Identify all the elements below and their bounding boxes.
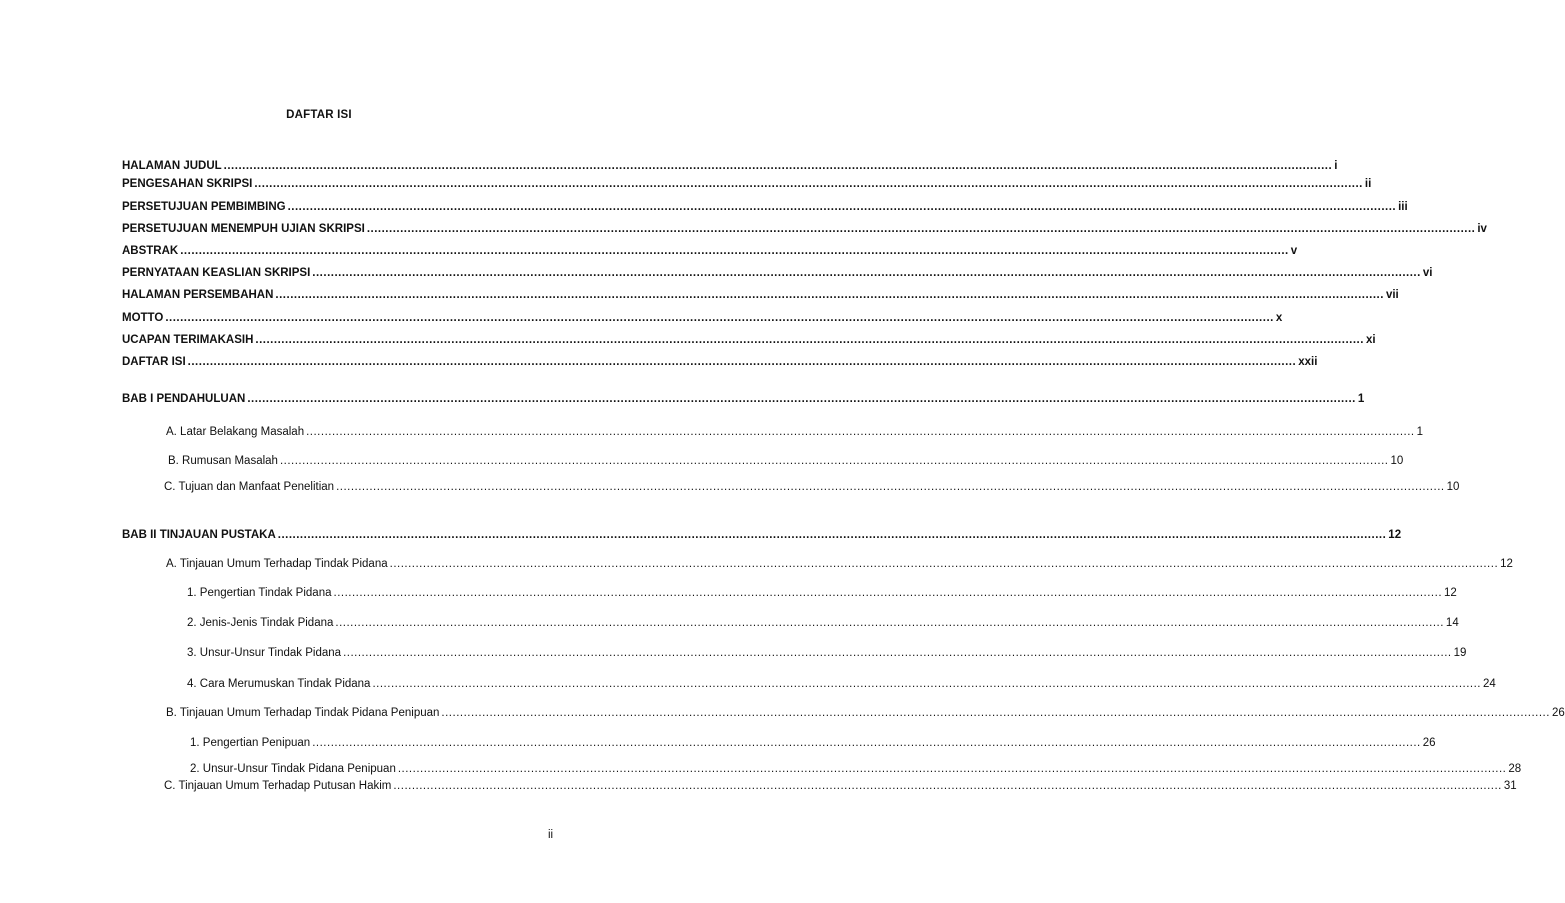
- dot-leader: ............................................................................................................................................................................................................................................................................................................: [312, 737, 1421, 749]
- toc-entry-label: B. Tinjauan Umum Terhadap Tindak Pidana Penipuan: [166, 707, 440, 719]
- toc-entry-label: HALAMAN PERSEMBAHAN: [122, 289, 274, 301]
- dot-leader: ............................................................................................................................................................................................................................................................................................................: [336, 481, 1445, 493]
- toc-row-front-matter: [122, 334, 1376, 350]
- dot-leader: ............................................................................................................................................................................................................................................................................................................: [372, 678, 1481, 690]
- toc-entry-label: 3. Unsur-Unsur Tindak Pidana: [187, 647, 342, 659]
- toc-entry-label: 2. Jenis-Jenis Tindak Pidana: [187, 617, 334, 629]
- toc-entry-label: UCAPAN TERIMAKASIH: [122, 334, 254, 346]
- dot-leader: ............................................................................................................................................................................................................................................................................................................: [287, 201, 1397, 213]
- toc-entry-label: A. Tinjauan Umum Terhadap Tindak Pidana: [166, 558, 388, 570]
- toc-row-section: [190, 763, 1522, 779]
- toc-row-front-matter: [122, 223, 1487, 239]
- toc-entry-label: PERNYATAAN KEASLIAN SKRIPSI: [122, 267, 311, 279]
- toc-entry-label: BAB II TINJAUAN PUSTAKA: [122, 529, 276, 541]
- toc-row-front-matter: [122, 245, 1298, 261]
- dot-leader: ............................................................................................................................................................................................................................................................................................................: [279, 455, 1389, 467]
- toc-entry-page: 10: [1390, 455, 1404, 467]
- toc-row-front-matter: [122, 178, 1372, 194]
- toc-entry-label: 1. Pengertian Penipuan: [190, 737, 311, 749]
- toc-entry-page: 14: [1445, 617, 1459, 629]
- toc-entry-page: xi: [1365, 334, 1376, 346]
- toc-entry-label: BAB I PENDAHULUAN: [122, 393, 246, 405]
- dot-leader: ............................................................................................................................................................................................................................................................................................................: [335, 617, 1444, 629]
- toc-entry-label: DAFTAR ISI: [122, 356, 186, 368]
- toc-entry-label: PERSETUJUAN MENEMPUH UJIAN SKRIPSI: [122, 223, 365, 235]
- dot-leader: ............................................................................................................................................................................................................................................................................................................: [180, 245, 1289, 257]
- toc-entry-page: 10: [1446, 481, 1460, 493]
- toc-entry-page: 28: [1508, 763, 1522, 775]
- dot-leader: ............................................................................................................................................................................................................................................................................................................: [397, 763, 1507, 775]
- dot-leader: ............................................................................................................................................................................................................................................................................................................: [312, 267, 1421, 279]
- toc-entry-page: x: [1275, 312, 1283, 324]
- dot-leader: ............................................................................................................................................................................................................................................................................................................: [441, 707, 1550, 719]
- toc-entry-page: 1: [1416, 426, 1424, 438]
- toc-entry-page: 24: [1483, 678, 1496, 690]
- dot-leader: ............................................................................................................................................................................................................................................................................................................: [223, 160, 1333, 172]
- toc-entry-page: iv: [1477, 223, 1487, 235]
- dot-leader: ............................................................................................................................................................................................................................................................................................................: [393, 780, 1502, 792]
- toc-row-front-matter: [122, 356, 1318, 372]
- toc-row-front-matter: [122, 312, 1283, 328]
- toc-entry-page: ii: [1364, 178, 1372, 190]
- toc-entry-label: ABSTRAK: [122, 245, 179, 257]
- toc-row-section: [164, 481, 1460, 497]
- toc-entry-page: iii: [1398, 201, 1408, 213]
- dot-leader: ............................................................................................................................................................................................................................................................................................................: [255, 334, 1364, 346]
- toc-entry-label: PENGESAHAN SKRIPSI: [122, 178, 253, 190]
- toc-entry-label: C. Tujuan dan Manfaat Penelitian: [164, 481, 335, 493]
- toc-entry-label: A. Latar Belakang Masalah: [166, 426, 305, 438]
- dot-leader: ............................................................................................................................................................................................................................................................................................................: [366, 223, 1476, 235]
- toc-entry-page: 1: [1357, 393, 1365, 405]
- toc-entry-label: 2. Unsur-Unsur Tindak Pidana Penipuan: [190, 763, 396, 775]
- toc-row-front-matter: [122, 160, 1338, 176]
- toc-entry-label: MOTTO: [122, 312, 164, 324]
- toc-entry-label: HALAMAN JUDUL: [122, 160, 222, 172]
- dot-leader: ............................................................................................................................................................................................................................................................................................................: [165, 312, 1274, 324]
- toc-row-chapter-heading: [122, 393, 1365, 409]
- toc-row-front-matter: [122, 201, 1408, 217]
- toc-row-front-matter: [122, 289, 1399, 305]
- toc-row-section: [190, 737, 1436, 753]
- toc-row-section: [166, 558, 1513, 574]
- toc-entry-page: 31: [1503, 780, 1517, 792]
- toc-entry-label: B. Rumusan Masalah: [168, 455, 278, 467]
- dot-leader: ............................................................................................................................................................................................................................................................................................................: [254, 178, 1363, 190]
- toc-entry-label: 4. Cara Merumuskan Tindak Pidana: [187, 678, 371, 690]
- toc-entry-page: v: [1290, 245, 1298, 257]
- toc-row-section: [187, 617, 1459, 633]
- toc-row-section: [187, 647, 1467, 663]
- toc-entry-page: 12: [1444, 587, 1457, 599]
- toc-entry-page: 19: [1453, 647, 1467, 659]
- toc-entry-page: 12: [1388, 529, 1402, 541]
- toc-entry-label: 1. Pengertian Tindak Pidana: [187, 587, 332, 599]
- toc-entry-page: 12: [1500, 558, 1513, 570]
- page-number: ii: [548, 829, 554, 841]
- toc-row-section: [187, 587, 1457, 603]
- toc-entry-page: i: [1334, 160, 1338, 172]
- dot-leader: ............................................................................................................................................................................................................................................................................................................: [247, 393, 1356, 405]
- toc-entry-page: vii: [1385, 289, 1399, 301]
- toc-row-chapter-heading: [122, 529, 1402, 545]
- dot-leader: ............................................................................................................................................................................................................................................................................................................: [343, 647, 1452, 659]
- page-title: DAFTAR ISI: [286, 109, 352, 121]
- dot-leader: ............................................................................................................................................................................................................................................................................................................: [306, 426, 1415, 438]
- toc-entry-page: xxii: [1298, 356, 1318, 368]
- toc-row-section: [166, 426, 1424, 442]
- toc-row-front-matter: [122, 267, 1433, 283]
- toc-entry-page: vi: [1422, 267, 1433, 279]
- dot-leader: ............................................................................................................................................................................................................................................................................................................: [277, 529, 1387, 541]
- dot-leader: ............................................................................................................................................................................................................................................................................................................: [275, 289, 1384, 301]
- toc-entry-label: PERSETUJUAN PEMBIMBING: [122, 201, 286, 213]
- dot-leader: ............................................................................................................................................................................................................................................................................................................: [333, 587, 1443, 599]
- dot-leader: ............................................................................................................................................................................................................................................................................................................: [389, 558, 1499, 570]
- toc-entry-label: C. Tinjauan Umum Terhadap Putusan Hakim: [164, 780, 392, 792]
- toc-row-section: [164, 780, 1517, 796]
- toc-entry-page: 26: [1551, 707, 1565, 719]
- toc-row-section: [166, 707, 1565, 723]
- toc-row-section: [168, 455, 1404, 471]
- toc-entry-page: 26: [1422, 737, 1436, 749]
- dot-leader: ............................................................................................................................................................................................................................................................................................................: [187, 356, 1297, 368]
- toc-row-section: [187, 678, 1496, 694]
